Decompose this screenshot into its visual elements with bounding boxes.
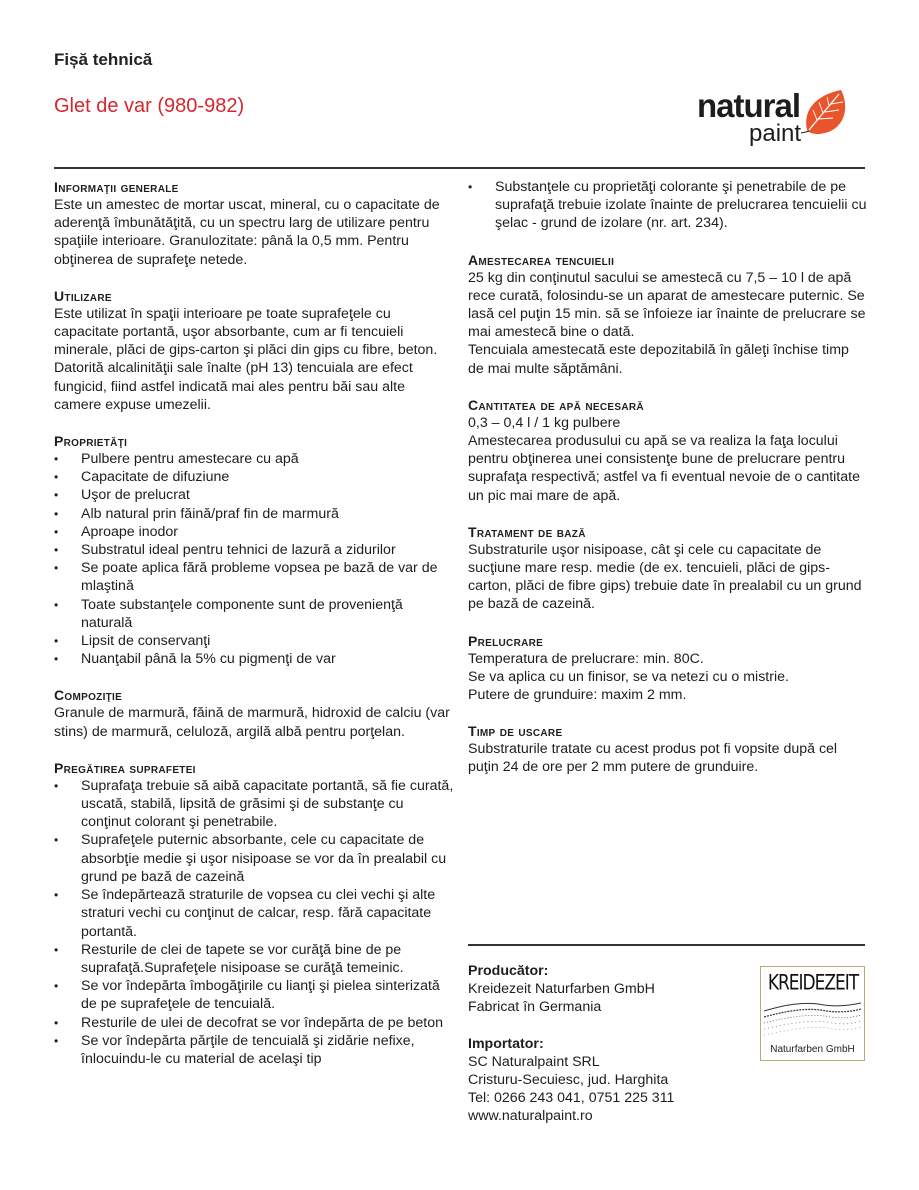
section-pregatirea-suprafetei bbox=[54, 759, 454, 1068]
list-item: • Aproape inodor bbox=[54, 523, 454, 541]
section-text: Granule de marmură, făină de marmură, hidroxid de calciu (var stins) de marmură, celuloză, argilă albă pentru porţelan. bbox=[54, 705, 450, 740]
list-item: • Se vor îndepărta îmbogăţirile cu lianţi şi pielea sinterizată de pe suprafeţele de tencuială. bbox=[54, 977, 454, 1013]
section-heading: Timp de uscare bbox=[468, 723, 563, 740]
section-text: Este un amestec de mortar uscat, mineral, cu o capacitate de aderenţă îmbunătăţită, cu un spectru larg de utilizare pentru spaţiile interioare. Granulozitate: până la 0,5 mm. Pentru obţinerea de suprafeţe netede. bbox=[54, 197, 440, 268]
importer-label: Importator: bbox=[468, 1035, 544, 1052]
section-heading: Compoziţie bbox=[54, 687, 123, 704]
preparation-list-continued bbox=[468, 178, 868, 233]
producer-label: Producător: bbox=[468, 963, 549, 979]
list-item: • Substratul ideal pentru tehnici de lazură a zidurilor bbox=[54, 541, 454, 559]
section-heading: Tratament de bază bbox=[468, 523, 586, 540]
list-item: • Suprafeţele puternic absorbante, cele cu capacitate de absorbţie medie şi uşor nisipoase se vor da în prealabil cu grund pe bază de cazeină bbox=[54, 831, 454, 886]
kreidezeit-logo bbox=[760, 966, 865, 1061]
section-informatii-generale bbox=[54, 178, 454, 269]
product-title: Glet de var (980-982) bbox=[54, 95, 245, 117]
section-utilizare bbox=[54, 287, 454, 414]
footer-divider bbox=[468, 944, 865, 946]
importer-name: SC Naturalpaint SRL bbox=[468, 1053, 600, 1070]
earth-layers-icon bbox=[764, 997, 861, 1039]
list-item: • Lipsit de conservanţi bbox=[54, 632, 454, 650]
list-item: • Substanţele cu proprietăţi colorante şi penetrabile de pe suprafaţă trebuie izolate înainte de prelucrarea tencuielii cu şelac - grund de izolare (nr. art. 234). bbox=[468, 178, 868, 233]
kreidezeit-subtitle: Naturfarben GmbH bbox=[770, 1044, 855, 1055]
kreidezeit-wordmark: KREIDEZEIT bbox=[767, 970, 859, 996]
right-column bbox=[468, 178, 868, 795]
section-prelucrare bbox=[468, 632, 868, 705]
section-text: Este utilizat în spaţii interioare pe toate suprafeţele cu capacitate portantă, uşor absorbante, cum ar fi tencuieli minerale, plăci de gips-carton şi plăci din gips cu fibre, beton. Datorită alcalinităţii sale înalte (pH 13) tencuiala are efect fungicid, fiind astfel indicată mai ales pentru băi sau alte camere expuse umezelii. bbox=[54, 305, 438, 413]
importer-phone: Tel: 0266 243 041, 0751 225 311 bbox=[468, 1090, 675, 1107]
preparation-list bbox=[54, 777, 454, 1068]
list-item: • Toate substanţele componente sunt de provenienţă naturală bbox=[54, 596, 454, 632]
section-pregatirea-continued bbox=[468, 178, 868, 233]
list-item: • Resturile de clei de tapete se vor curăţă bine de pe suprafaţă.Suprafeţele nisipoase se curăţă temeinic. bbox=[54, 941, 454, 977]
producer-name: Kreidezeit Naturfarben GmbH bbox=[468, 981, 655, 998]
list-item: • Alb natural prin făină/praf fin de marmură bbox=[54, 505, 454, 523]
list-item: • Se vor îndepărta părţile de tencuială şi zidărie nefixe, înlocuindu-le cu material de acelaşi tip bbox=[54, 1032, 454, 1068]
section-text: 0,3 – 0,4 l / 1 kg pulbere bbox=[468, 414, 621, 431]
section-heading: Cantitatea de apă necesară bbox=[468, 396, 644, 413]
section-text: Amestecarea produsului cu apă se va realiza la faţa locului pentru obţinerea unei consistenţe bune de prelucrare pentru suprafaţa respectivă; astfel va fi eventual nevoie de o cantitate un pic mai mare de apă. bbox=[468, 433, 860, 504]
section-proprietati bbox=[54, 432, 454, 668]
list-item: • Nuanţabil până la 5% cu pigmenţi de var bbox=[54, 650, 454, 668]
header-divider bbox=[54, 167, 865, 169]
section-heading: Utilizare bbox=[54, 287, 112, 304]
contact-block bbox=[468, 962, 748, 1126]
logo-word-natural: natural bbox=[697, 87, 801, 124]
list-item: • Se poate aplica fără probleme vopsea pe bază de var de mlaştină bbox=[54, 559, 454, 595]
section-tratament-baza bbox=[468, 523, 868, 614]
producer-origin: Fabricat în Germania bbox=[468, 999, 602, 1016]
section-heading: Proprietăţi bbox=[54, 433, 128, 450]
leaf-icon bbox=[801, 88, 851, 140]
logo-word-paint: paint bbox=[749, 120, 802, 147]
section-text: Se va aplica cu un finisor, se va netezi cu o mistrie. bbox=[468, 668, 789, 685]
list-item: • Capacitate de difuziune bbox=[54, 468, 454, 486]
section-text: Putere de grunduire: maxim 2 mm. bbox=[468, 687, 687, 704]
list-item: • Uşor de prelucrat bbox=[54, 486, 454, 504]
section-compozitie bbox=[54, 686, 454, 740]
section-text: 25 kg din conţinutul sacului se amestecă cu 7,5 – 10 l de apă rece curată, folosindu-se un aparat de amestecare puternic. Se lasă cel puţin 15 min. să se înfoieze iar înainte de prelucrare se mai amestecă bine o dată. bbox=[468, 269, 866, 341]
section-text: Substraturile uşor nisipoase, cât şi cele cu capacitate de sucţiune mare resp. medie (de ex. tencuieli, plăci de gips-carton, plăci de fibre gips) trebuie date în prealabil cu un grund pe bază de cazeină. bbox=[468, 541, 862, 613]
list-item: • Pulbere pentru amestecare cu apă bbox=[54, 450, 454, 468]
section-amestecarea-tencuielii bbox=[468, 251, 868, 378]
importer-website-link[interactable]: www.naturalpaint.ro bbox=[468, 1108, 593, 1125]
section-heading: Informaţii generale bbox=[54, 179, 179, 195]
document-label: Fișă tehnică bbox=[54, 50, 153, 69]
section-text: Substraturile tratate cu acest produs pot fi vopsite după cel puţin 24 de ore per 2 mm putere de grunduire. bbox=[468, 741, 838, 776]
section-text: Temperatura de prelucrare: min. 80C. bbox=[468, 650, 704, 667]
natural-paint-logo bbox=[697, 86, 857, 152]
properties-list bbox=[54, 450, 454, 668]
section-cantitatea-apa bbox=[468, 396, 868, 505]
section-text: Tencuiala amestecată este depozitabilă în găleţi închise timp de mai multe săptămâni. bbox=[468, 342, 849, 377]
section-timp-uscare bbox=[468, 722, 868, 776]
list-item: • Se îndepărtează straturile de vopsea cu clei vechi şi alte straturi vechi cu conţinut de calcar, resp. fără capacitate portantă. bbox=[54, 886, 454, 941]
section-heading: Pregătirea suprafetei bbox=[54, 759, 196, 776]
importer-address: Cristuru-Secuiesc, jud. Harghita bbox=[468, 1072, 669, 1089]
list-item: • Resturile de ulei de decofrat se vor îndepărta de pe beton bbox=[54, 1014, 454, 1032]
left-column bbox=[54, 178, 454, 1086]
section-heading: Amestecarea tencuielii bbox=[468, 251, 615, 268]
section-heading: Prelucrare bbox=[468, 632, 544, 649]
list-item: • Suprafaţa trebuie să aibă capacitate portantă, să fie curată, uscată, stabilă, lipsită de grăsimi şi de substanţe cu conţinut colorant şi penetrabile. bbox=[54, 777, 454, 832]
